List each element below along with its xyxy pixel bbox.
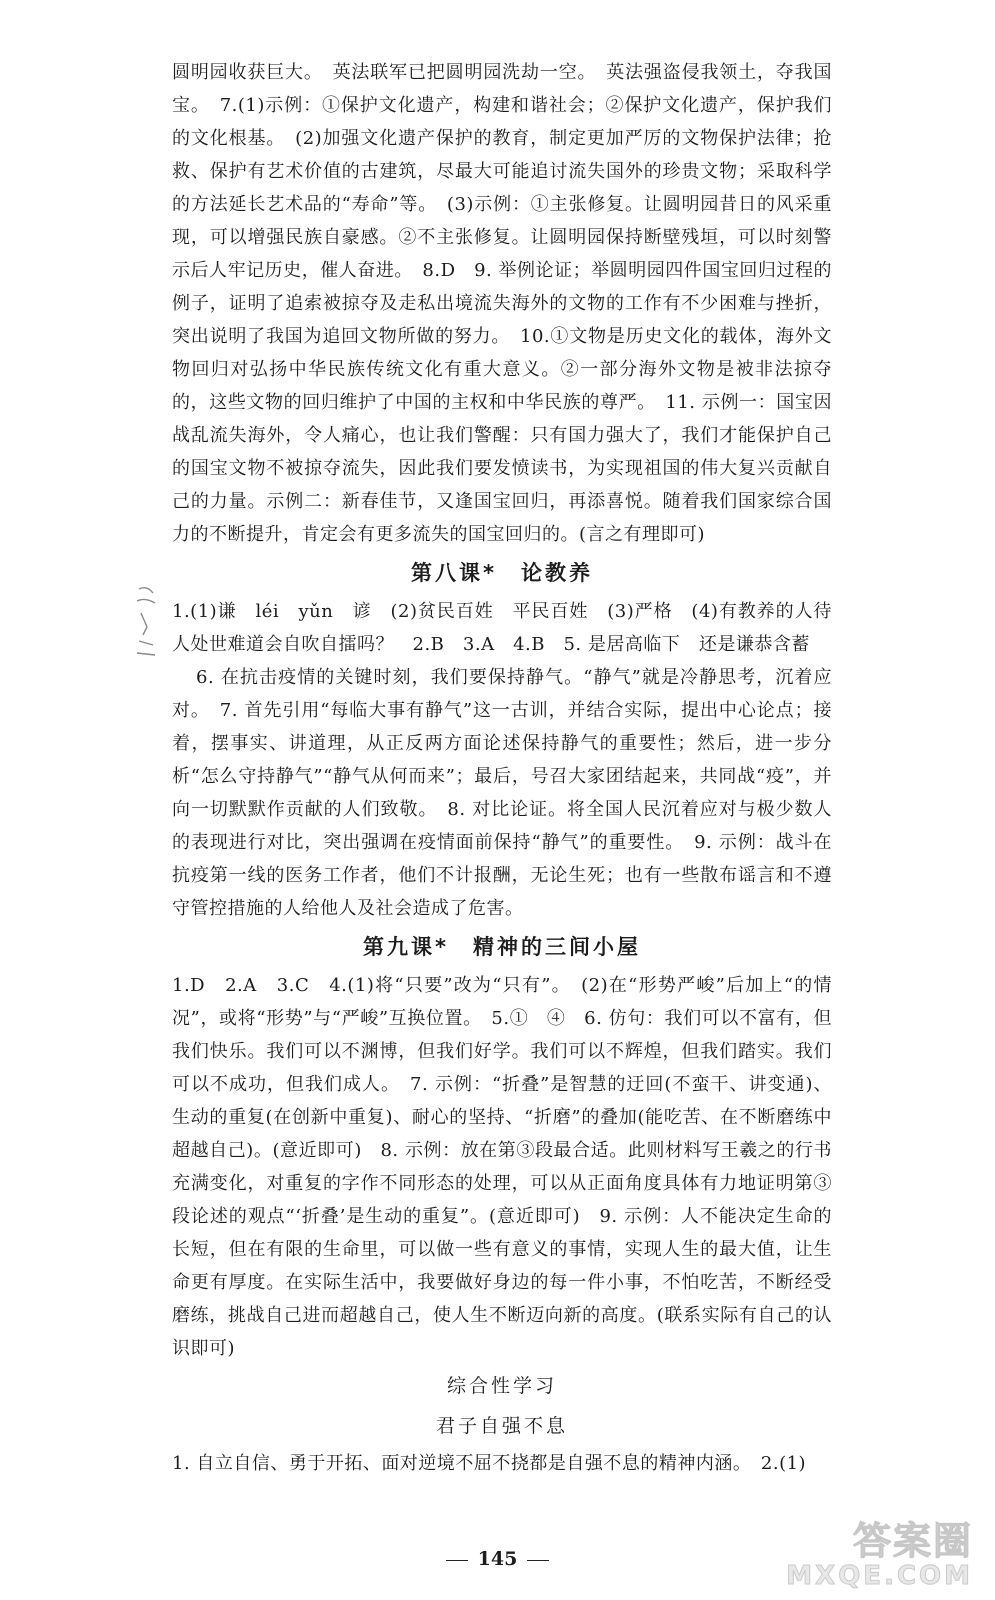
lesson-9-heading xyxy=(172,927,832,967)
answer-paragraph-lesson8-part1: 1.(1)谦 léi yǔn 谚 (2)贫民百姓 平民百姓 (3)严格 (4)有教养的人待人处世难道会自吹自擂吗？ 2.B 3.A 4.B 5. 是居高临下 还是谦恭含蓄 xyxy=(172,601,832,655)
answer-paragraph-lesson9: 1.D 2.A 3.C 4.(1)将“只要”改为“只有”。 (2)在“形势严峻”后加上“的情况”，或将“形势”与“严峻”互换位置。 5.① ④ 6. 仿句：我们可以不富有，但我们快乐。我们可以不渊博，但我们好学。我们可以不辉煌，但我们踏实。我们可以不成功，但我们成人。 7. 示例：“折叠”是智慧的迂回(不蛮干、讲变通)、生动的重复(在创新中重复)、耐心的坚持、“折磨”的叠加(能吃苦、在不断磨练中超越自己)。(意近即可) 8. 示例：放在第③段最合适。此则材料写王羲之的行书充满变化，对重复的字作不同形态的处理，可以从正面角度具体有力地证明第③段论述的观点“‘折叠’是生动的重复”。(意近即可) 9. 示例：人不能决定生命的长短，但在有限的生命里，可以做一些有意义的事情，实现人生的最大值，让生命更有厚度。在实际生活中，我要做好身边的每一件小事，不怕吃苦，不断经受磨练，挑战自己进而超越自己，使人生不断迈向新的高度。(联系实际有自己的认识即可) xyxy=(172,975,832,1359)
comprehensive-learning-subheading: 君子自强不息 xyxy=(435,1415,568,1437)
watermark-logo-text: 答案圈 xyxy=(852,1519,973,1563)
page-number-value: 145 xyxy=(477,1548,518,1570)
watermark-url-text: MXQE.COM xyxy=(786,1561,973,1591)
margin-scribble-mark xyxy=(133,583,163,663)
lesson-9-number: 第九课* xyxy=(363,935,449,959)
lesson-8-number: 第八课* xyxy=(411,561,497,585)
lesson-9-title: 精神的三间小屋 xyxy=(472,935,641,959)
answer-paragraph-lesson7: 圆明园收获巨大。 英法联军已把圆明园洗劫一空。 英法强盗侵我领土，夺我国宝。 7.(1)示例：①保护文化遗产，构建和谐社会；②保护文化遗产，保护我们的文化根基。 (2)加强文化遗产保护的教育，制定更加严厉的文物保护法律；抢救、保护有艺术价值的古建筑，尽最大可能追讨流失国外的珍贵文物；采取科学的方法延长艺术品的“寿命”等。 (3)示例：①主张修复。让圆明园昔日的风采重现，可以增强民族自豪感。②不主张修复。让圆明园保持断壁残垣，可以时刻警示后人牢记历史，催人奋进。 8.D 9. 举例论证；举圆明园四件国宝回归过程的例子，证明了追索被掠夺及走私出境流失海外的文物的工作有不少困难与挫折，突出说明了我国为追回文物所做的努力。 10.①文物是历史文化的载体，海外文物回归对弘扬中华民族传统文化有重大意义。②一部分海外文物是被非法掠夺的，这些文物的回归维护了中国的主权和中华民族的尊严。 11. 示例一：国宝因战乱流失海外，令人痛心，也让我们警醒：只有国力强大了，我们才能保护自己的国宝文物不被掠夺流失，因此我们要发愤读书，为实现祖国的伟大复兴贡献自己的力量。示例二：新春佳节，又逢国宝回归，再添喜悦。随着我们国家综合国力的不断提升，肯定会有更多流失的国宝回归的。(言之有理即可) xyxy=(172,62,832,545)
answer-page xyxy=(172,56,832,1480)
lesson-8-title: 论教养 xyxy=(520,561,593,585)
lesson-8-heading xyxy=(172,553,832,593)
answer-paragraph-lesson8-part2: 6. 在抗击疫情的关键时刻，我们要保持静气。“静气”就是冷静思考，沉着应对。 7. 首先引用“每临大事有静气”这一古训，并结合实际，提出中心论点；接着，摆事实、讲道理，从正反两方面论述保持静气的重要性；然后，进一步分析“怎么守持静气”“静气从何而来”；最后，号召大家团结起来，共同战“疫”，并向一切默默作贡献的人们致敬。 8. 对比论证。将全国人民沉着应对与极少数人的表现进行对比，突出强调在疫情面前保持“静气”的重要性。 9. 示例：战斗在抗疫第一线的医务工作者，他们不计报酬，无论生死；也有一些散布谣言和不遵守管控措施的人给他人及社会造成了危害。 xyxy=(172,667,832,919)
page-number-dash-left xyxy=(446,1560,468,1561)
answer-paragraph-comprehensive: 1. 自立自信、勇于开拓、面对逆境不屈不挠都是自强不息的精神内涵。 2.(1) xyxy=(172,1453,807,1474)
comprehensive-learning-heading: 综合性学习 xyxy=(446,1375,557,1397)
site-watermark xyxy=(733,1510,973,1590)
page-number-dash-right xyxy=(527,1560,549,1561)
